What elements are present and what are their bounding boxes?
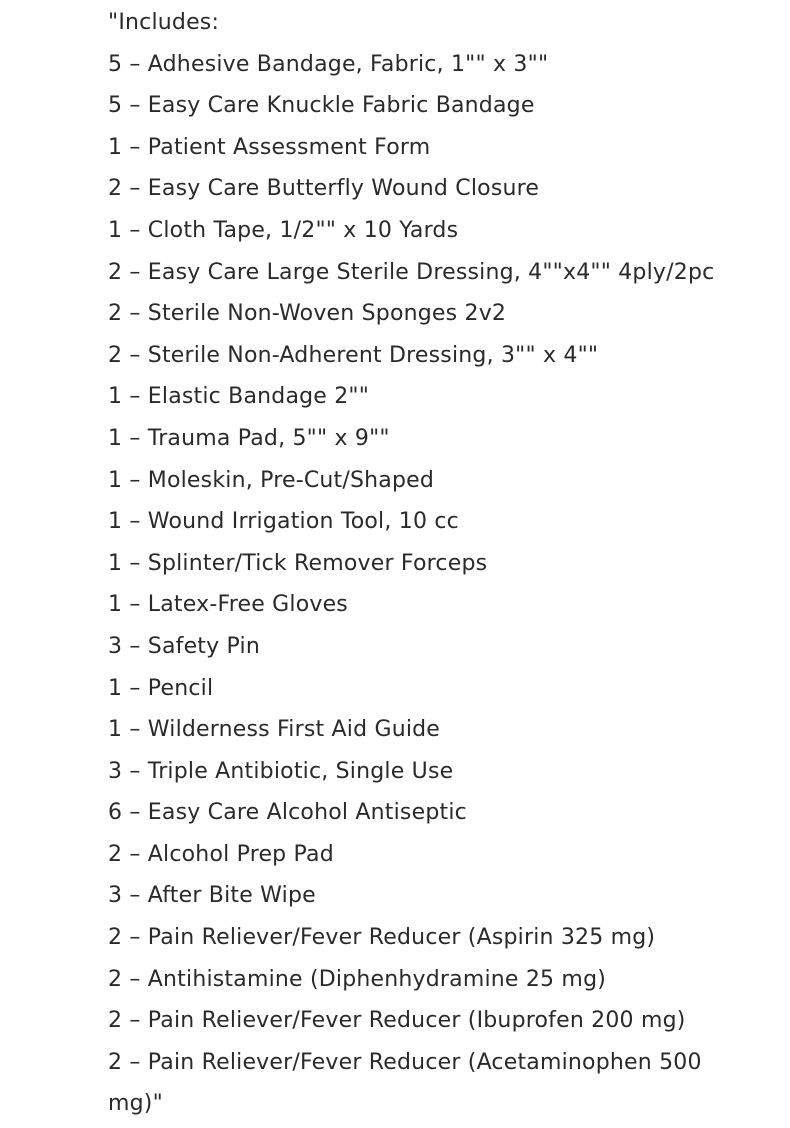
list-item: 1 – Trauma Pad, 5"" x 9"": [108, 425, 390, 451]
list-item: 1 – Moleskin, Pre-Cut/Shaped: [108, 467, 435, 493]
list-item: 2 – Sterile Non-Adherent Dressing, 3"" x 4"": [108, 342, 599, 368]
list-item: 3 – After Bite Wipe: [108, 883, 316, 909]
list-item: 3 – Safety Pin: [108, 633, 260, 659]
list-item: 5 – Easy Care Knuckle Fabric Bandage: [108, 93, 535, 119]
list-item: 2 – Pain Reliever/Fever Reducer (Acetaminophen 500 mg)": [108, 1049, 702, 1117]
list-item: 5 – Adhesive Bandage, Fabric, 1"" x 3"": [108, 51, 549, 77]
list-item: 1 – Patient Assessment Form: [108, 134, 431, 160]
list-item: 2 – Sterile Non-Woven Sponges 2v2: [108, 301, 507, 327]
list-item: 2 – Pain Reliever/Fever Reducer (Aspirin 325 mg): [108, 925, 656, 951]
list-item: 1 – Wilderness First Aid Guide: [108, 717, 441, 743]
list-item: 1 – Elastic Bandage 2"": [108, 384, 370, 410]
includes-heading: "Includes:: [108, 10, 220, 35]
list-item: 2 – Easy Care Butterfly Wound Closure: [108, 176, 540, 202]
list-item: 3 – Triple Antibiotic, Single Use: [108, 758, 454, 784]
list-item: 2 – Easy Care Large Sterile Dressing, 4""x4"" 4ply/2pc: [108, 259, 715, 285]
list-item: 2 – Antihistamine (Diphenhydramine 25 mg): [108, 966, 607, 992]
list-item: 1 – Splinter/Tick Remover Forceps: [108, 550, 488, 576]
list-item: 1 – Pencil: [108, 675, 214, 701]
list-item: 1 – Cloth Tape, 1/2"" x 10 Yards: [108, 217, 459, 243]
list-item: 1 – Wound Irrigation Tool, 10 cc: [108, 509, 459, 535]
list-item: 2 – Pain Reliever/Fever Reducer (Ibuprofen 200 mg): [108, 1008, 686, 1034]
list-item: 1 – Latex-Free Gloves: [108, 592, 348, 618]
list-item: 2 – Alcohol Prep Pad: [108, 841, 334, 867]
list-item: 6 – Easy Care Alcohol Antiseptic: [108, 800, 467, 826]
includes-list-block: [108, 2, 715, 1125]
